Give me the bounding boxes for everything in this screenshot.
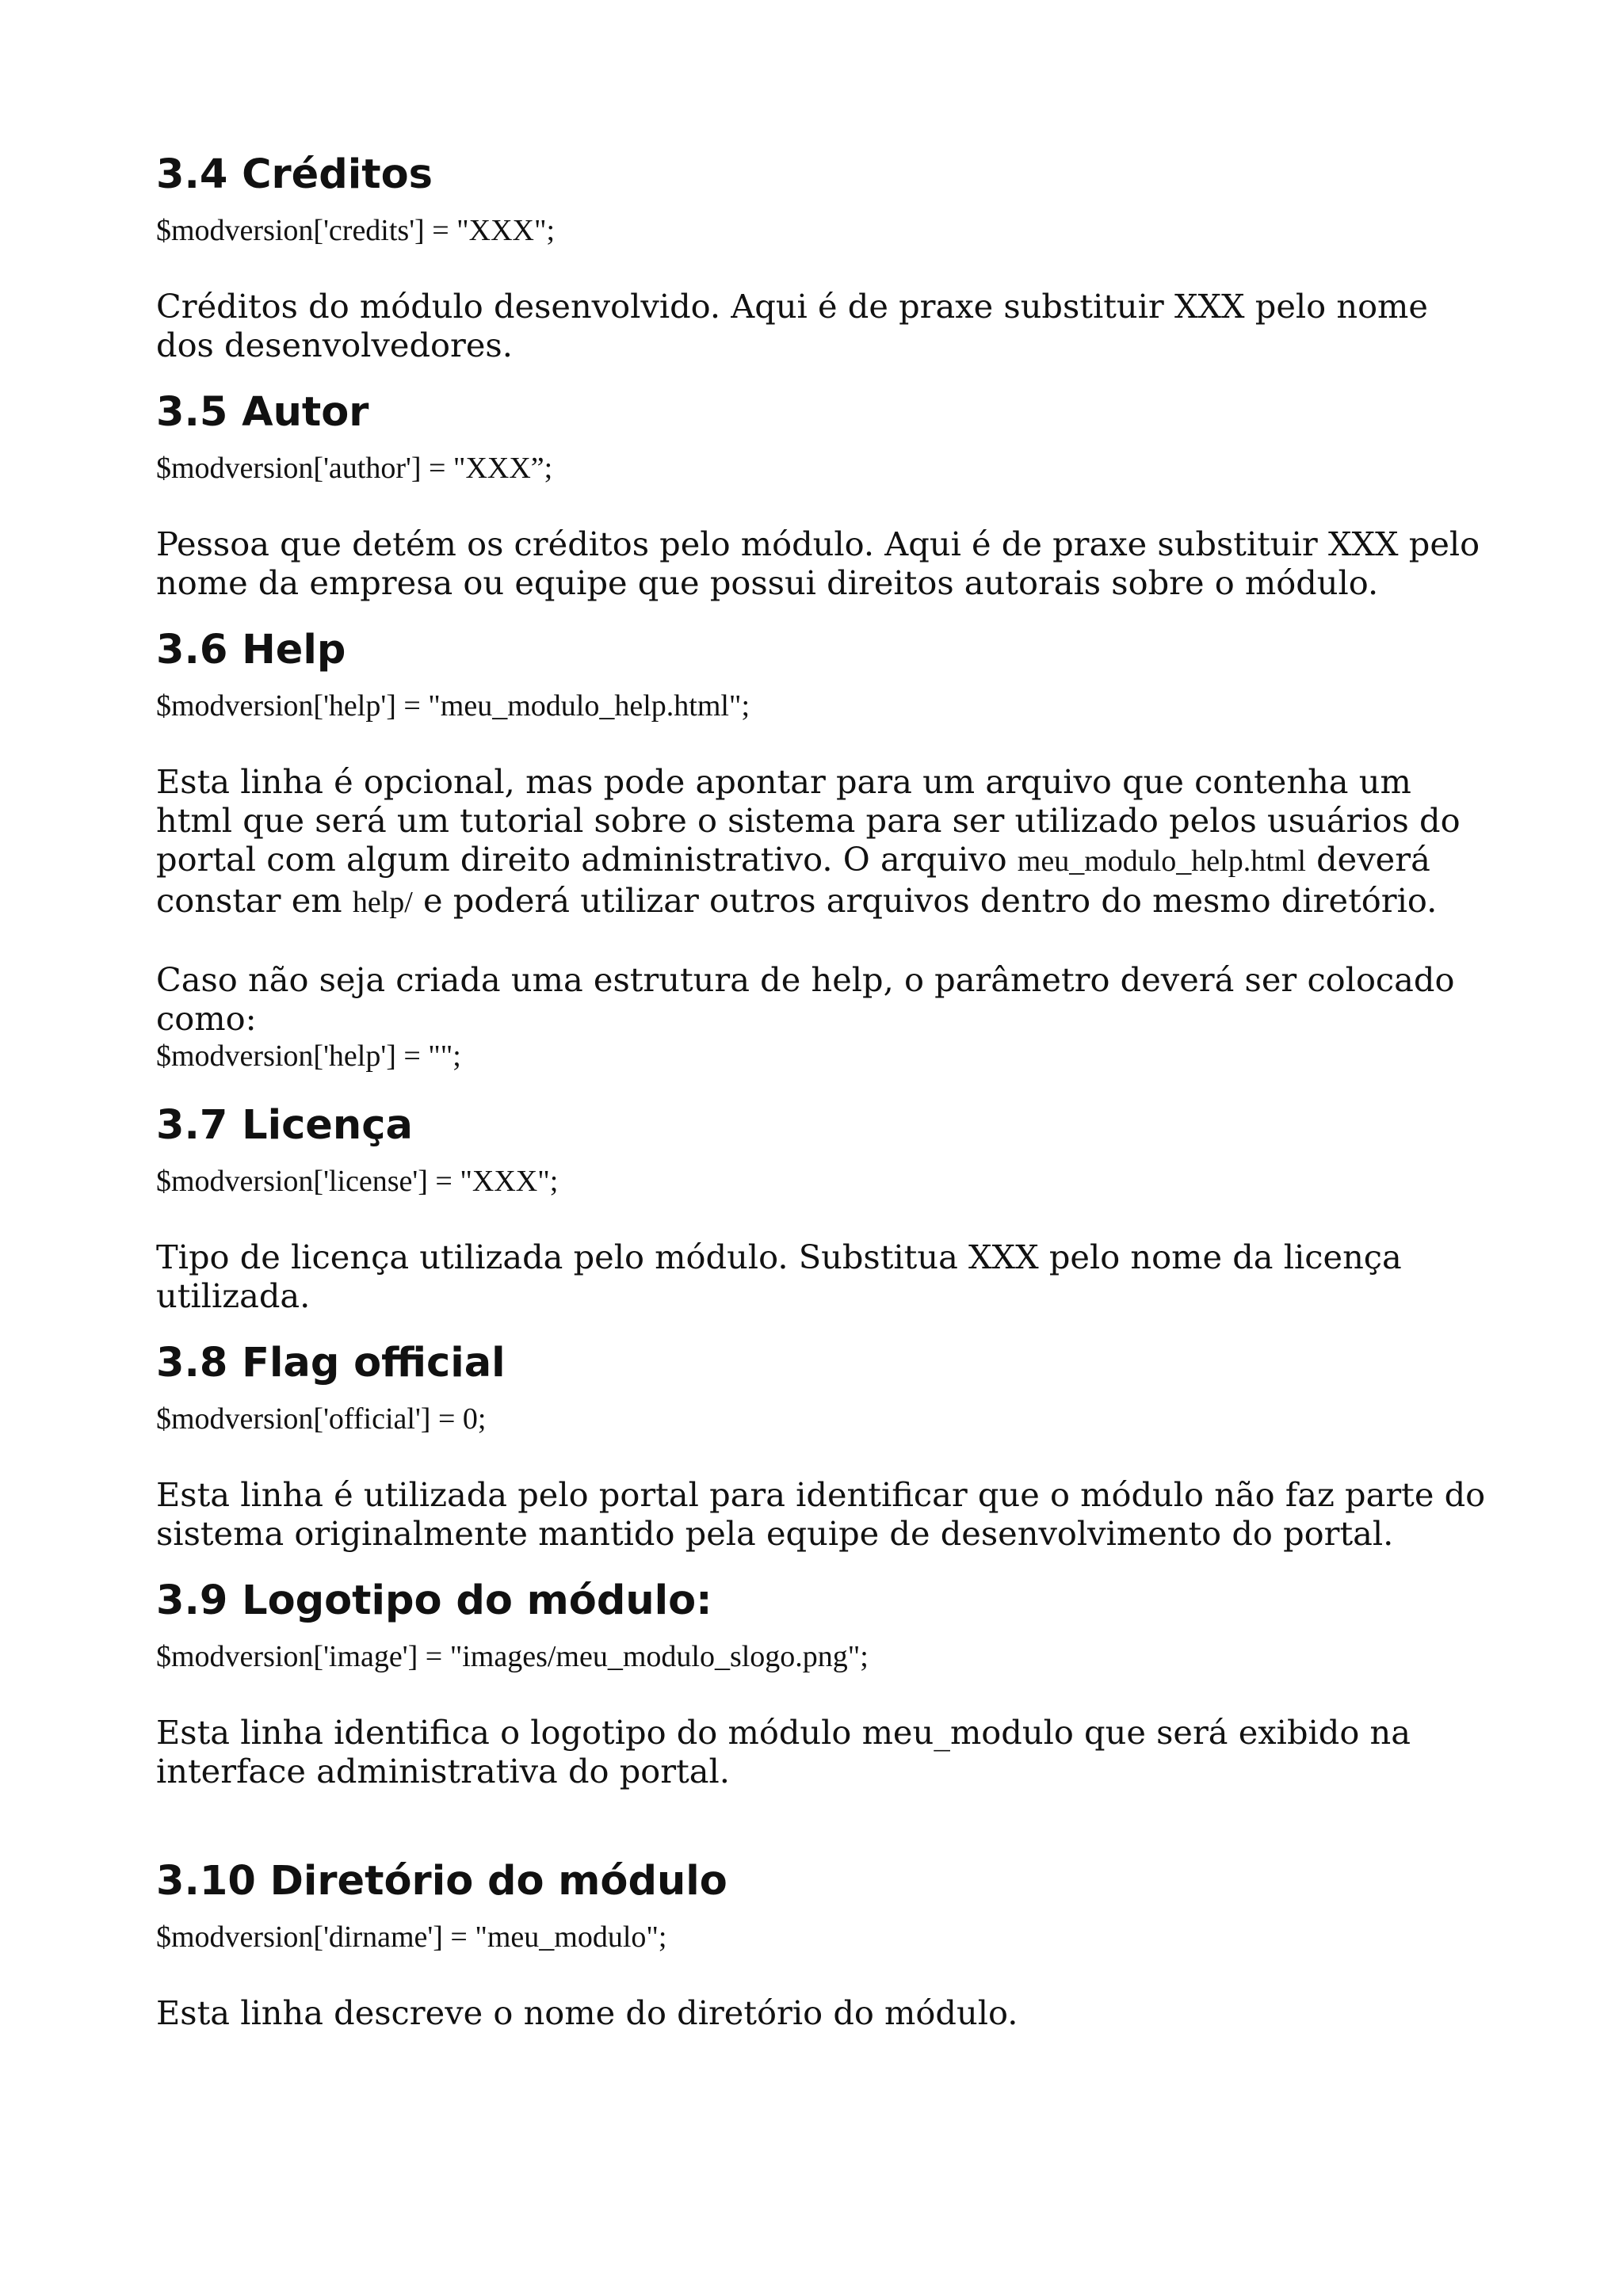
text-part: Esta linha é opcional, mas pode apontar para um arquivo que contenha um html que será um tutorial sobre o sistema para ser utilizado pelos usuários do portal com algum direito administrativo. O arquivo xyxy=(156,762,1461,879)
code-line-2: $modversion['help'] = ""; xyxy=(156,1039,461,1073)
section-creditos xyxy=(156,151,1487,364)
section-text xyxy=(156,762,1487,922)
section-heading: 3.10 Diretório do módulo xyxy=(156,1858,727,1905)
section-flag-official xyxy=(156,1339,1487,1553)
code-line: $modversion['dirname'] = "meu_modulo"; xyxy=(156,1920,667,1954)
section-text: Esta linha identifica o logotipo do módulo meu_modulo que será exibido na interface administrativa do portal. xyxy=(156,1713,1411,1791)
section-heading: 3.7 Licença xyxy=(156,1102,413,1149)
section-heading: 3.9 Logotipo do módulo: xyxy=(156,1577,712,1624)
section-heading: 3.5 Autor xyxy=(156,389,369,436)
section-help xyxy=(156,626,1487,1074)
section-logotipo xyxy=(156,1577,1487,1791)
code-line: $modversion['license'] = "XXX"; xyxy=(156,1165,559,1198)
section-text: Pessoa que detém os créditos pelo módulo. Aqui é de praxe substituir XXX pelo nome da empresa ou equipe que possui direitos autorais sobre o módulo. xyxy=(156,524,1480,602)
code-line: $modversion['official'] = 0; xyxy=(156,1402,487,1436)
section-licenca xyxy=(156,1101,1487,1315)
section-heading: 3.6 Help xyxy=(156,627,346,673)
section-text: Esta linha descreve o nome do diretório do módulo. xyxy=(156,1993,1018,2032)
code-line: $modversion['help'] = "meu_modulo_help.html"; xyxy=(156,689,750,723)
section-text: Créditos do módulo desenvolvido. Aqui é de praxe substituir XXX pelo nome dos desenvolvedores. xyxy=(156,287,1428,364)
section-text-2: Caso não seja criada uma estrutura de help, o parâmetro deverá ser colocado como: xyxy=(156,960,1455,1038)
code-line: $modversion['image'] = "images/meu_modulo_slogo.png"; xyxy=(156,1640,869,1673)
inline-code-filename: meu_modulo_help.html xyxy=(1017,845,1306,878)
section-text: Esta linha é utilizada pelo portal para identificar que o módulo não faz parte do sistema originalmente mantido pela equipe de desenvolvimento do portal. xyxy=(156,1475,1486,1553)
section-autor xyxy=(156,388,1487,602)
section-text: Tipo de licença utilizada pelo módulo. Substitua XXX pelo nome da licença utilizada. xyxy=(156,1238,1402,1315)
code-line: $modversion['author'] = "XXX”; xyxy=(156,452,553,485)
inline-code-dir: help/ xyxy=(352,886,413,919)
document-page xyxy=(156,151,1487,2032)
section-heading: 3.8 Flag official xyxy=(156,1340,506,1386)
text-part: deverá constar em xyxy=(156,840,1430,920)
section-heading: 3.4 Créditos xyxy=(156,151,433,198)
code-line: $modversion['credits'] = "XXX"; xyxy=(156,214,556,247)
text-part: e poderá utilizar outros arquivos dentro do mesmo diretório. xyxy=(412,881,1438,920)
section-diretorio xyxy=(156,1857,1487,2032)
